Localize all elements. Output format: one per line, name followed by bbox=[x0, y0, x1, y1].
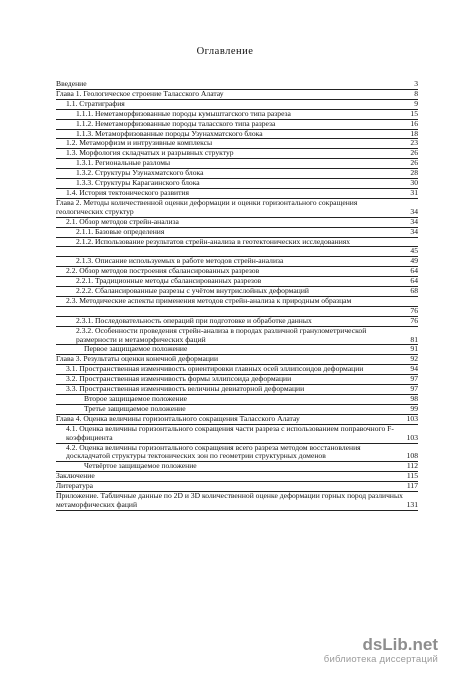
toc-entry bbox=[56, 395, 418, 405]
toc-entry-title: 4.1. Оценка величины горизонтального сокращения части разреза с использованием поправочного F-коэффициента bbox=[66, 424, 394, 442]
toc-entry bbox=[56, 277, 418, 287]
toc-entry-title: 3.3. Пространственная изменчивость величины девиаторной деформации bbox=[66, 385, 305, 394]
toc-entry-page: 49 bbox=[410, 257, 418, 266]
toc-entry-page: 34 bbox=[410, 227, 418, 236]
toc-entry-page: 108 bbox=[406, 451, 418, 461]
toc-entry bbox=[56, 100, 418, 110]
toc-entry bbox=[56, 345, 418, 355]
toc-entry-page: 103 bbox=[406, 432, 418, 442]
toc-entry-page: 34 bbox=[410, 206, 418, 216]
table-of-contents bbox=[56, 80, 418, 511]
toc-entry-title: 1.3. Морфология складчатых и разрывных структур bbox=[66, 149, 234, 158]
watermark bbox=[324, 636, 438, 665]
toc-entry-title: 2.2. Обзор методов построения сбалансированных разрезов bbox=[66, 267, 260, 276]
toc-entry-page: 18 bbox=[410, 129, 418, 138]
toc-entry bbox=[56, 267, 418, 277]
toc-entry-page: 9 bbox=[414, 99, 418, 108]
toc-entry-page: 15 bbox=[410, 109, 418, 118]
toc-entry-page: 92 bbox=[410, 355, 418, 364]
toc-entry bbox=[56, 472, 418, 482]
page-title: Оглавление bbox=[196, 46, 254, 57]
toc-entry-title: 1.3.3. Структуры Карагаинского блока bbox=[76, 179, 200, 188]
toc-entry bbox=[56, 228, 418, 238]
toc-entry bbox=[56, 238, 418, 248]
toc-entry-title: 2.1.1. Базовые определения bbox=[76, 227, 165, 236]
toc-entry-title: Глава 1. Геологическое строение Таласского Алатау bbox=[56, 89, 224, 98]
toc-entry-page: 28 bbox=[410, 169, 418, 178]
toc-entry-page: 8 bbox=[414, 89, 418, 98]
toc-entry-title: 1.4. История тектонического развития bbox=[66, 188, 189, 197]
toc-entry bbox=[56, 179, 418, 189]
toc-entry bbox=[56, 375, 418, 385]
toc-entry-page: 76 bbox=[410, 306, 418, 315]
toc-entry-title: 1.1. Стратиграфия bbox=[66, 99, 125, 108]
toc-entry-title: 2.1.3. Описание используемых в работе методов стрейн-анализа bbox=[76, 257, 284, 266]
toc-entry bbox=[56, 327, 418, 346]
toc-entry-page: 31 bbox=[410, 188, 418, 197]
toc-entry-title: Первое защищаемое положение bbox=[84, 345, 188, 354]
toc-entry bbox=[56, 317, 418, 327]
toc-entry-title: 1.3.2. Структуры Узунахматского блока bbox=[76, 169, 204, 178]
toc-entry-title: 2.1. Обзор методов стрейн-анализа bbox=[66, 217, 179, 226]
watermark-subtitle: библиотека диссертаций bbox=[323, 654, 438, 665]
toc-entry-page: 76 bbox=[410, 316, 418, 325]
toc-entry-page: 97 bbox=[410, 385, 418, 394]
toc-entry-title: 1.1.3. Метаморфизованные породы Узунахматского блока bbox=[76, 129, 263, 138]
toc-entry-page: 99 bbox=[410, 404, 418, 413]
toc-entry bbox=[56, 482, 418, 492]
toc-entry bbox=[56, 462, 418, 472]
toc-entry-title: Приложение. Табличные данные по 2D и 3D количественной оценке деформации горных пород различных метаморфических фаций bbox=[56, 492, 403, 509]
toc-entry-title: 3.2. Пространственная изменчивость формы эллипсоида деформации bbox=[66, 375, 292, 384]
toc-entry bbox=[56, 159, 418, 169]
toc-entry-title: Литература bbox=[56, 482, 94, 491]
toc-entry-page: 30 bbox=[410, 179, 418, 188]
toc-entry bbox=[56, 492, 418, 511]
toc-entry-page: 81 bbox=[410, 334, 418, 344]
toc-entry-title: Глава 3. Результаты оценки конечной деформации bbox=[56, 355, 219, 364]
toc-entry-title: 2.1.2. Использование результатов стрейн-анализа в геотектонических исследованиях bbox=[76, 237, 351, 246]
toc-entry-title: Четвёртое защищаемое положение bbox=[84, 462, 197, 471]
toc-entry bbox=[56, 169, 418, 179]
toc-entry-page: 26 bbox=[410, 159, 418, 168]
toc-entry bbox=[56, 444, 418, 463]
toc-entry-page: 131 bbox=[406, 499, 418, 509]
toc-entry-title: Второе защищаемое положение bbox=[84, 394, 188, 403]
toc-entry bbox=[56, 149, 418, 159]
toc-entry bbox=[56, 120, 418, 130]
toc-entry-page: 112 bbox=[406, 462, 418, 471]
toc-entry bbox=[56, 139, 418, 149]
toc-entry-title: 1.3.1. Региональные разломы bbox=[76, 159, 171, 168]
toc-entry-page: 117 bbox=[406, 482, 418, 491]
toc-entry bbox=[56, 307, 418, 317]
toc-entry-title: 1.1.1. Неметаморфизованные породы кумыштагского типа разреза bbox=[76, 109, 291, 118]
toc-entry-page: 26 bbox=[410, 149, 418, 158]
toc-entry-page: 16 bbox=[410, 119, 418, 128]
toc-entry bbox=[56, 189, 418, 199]
toc-entry bbox=[56, 90, 418, 100]
toc-entry bbox=[56, 415, 418, 425]
toc-entry bbox=[56, 110, 418, 120]
toc-entry-title: 3.1. Пространственная изменчивость ориентировки главных осей эллипсоидов деформации bbox=[66, 365, 364, 374]
toc-entry bbox=[56, 355, 418, 365]
toc-entry bbox=[56, 297, 418, 307]
toc-entry bbox=[56, 405, 418, 415]
toc-entry-page: 64 bbox=[410, 267, 418, 276]
toc-entry-title: 2.3. Методические аспекты применения методов стрейн-анализа к природным образцам bbox=[66, 296, 352, 305]
toc-entry bbox=[56, 218, 418, 228]
toc-entry-page: 115 bbox=[406, 472, 418, 481]
toc-entry bbox=[56, 247, 418, 257]
toc-entry-title: 1.2. Метаморфизм и интрузивные комплексы bbox=[66, 139, 213, 148]
toc-entry-page: 23 bbox=[410, 139, 418, 148]
toc-entry-page: 94 bbox=[410, 365, 418, 374]
toc-entry-title: 2.3.1. Последовательность операций при подготовке и обработке данных bbox=[76, 316, 312, 325]
toc-entry-page: 45 bbox=[410, 247, 418, 256]
toc-entry-title: 2.2.2. Сбалансированные разрезы с учётом внутрислойных деформаций bbox=[76, 287, 309, 296]
toc-entry-title: Глава 4. Оценка величины горизонтального сокращения Таласского Алатау bbox=[56, 414, 300, 423]
toc-entry bbox=[56, 199, 418, 218]
toc-entry-page: 103 bbox=[406, 414, 418, 423]
toc-entry-title: Заключение bbox=[56, 472, 95, 481]
toc-entry bbox=[56, 365, 418, 375]
toc-entry-page: 68 bbox=[410, 287, 418, 296]
toc-entry-page: 97 bbox=[410, 375, 418, 384]
watermark-logo: dsLib.net bbox=[362, 635, 438, 654]
toc-entry-page: 3 bbox=[414, 80, 418, 88]
toc-entry bbox=[56, 130, 418, 140]
toc-entry-title: 1.1.2. Неметаморфизованные породы таласского типа разреза bbox=[76, 119, 276, 128]
toc-entry-page: 91 bbox=[410, 345, 418, 354]
toc-entry-page: 98 bbox=[410, 394, 418, 403]
toc-entry bbox=[56, 425, 418, 444]
toc-entry-title: Третье защищаемое положение bbox=[84, 404, 186, 413]
toc-entry bbox=[56, 385, 418, 395]
toc-entry-title: Глава 2. Методы количественной оценки деформации и оценки горизонтального сокращения геологических структур bbox=[56, 198, 358, 216]
toc-entry-page: 34 bbox=[410, 217, 418, 226]
toc-entry bbox=[56, 287, 418, 297]
toc-entry-page: 64 bbox=[410, 277, 418, 286]
toc-entry-title: 4.2. Оценка величины горизонтального сокращения всего разреза методом восстановления доскладчатой структуры тектонических зон по геометрии структурных доменов bbox=[66, 443, 361, 461]
toc-entry-title: 2.2.1. Традиционные методы сбалансированных разрезов bbox=[76, 277, 262, 286]
toc-entry bbox=[56, 80, 418, 90]
toc-entry-title: Введение bbox=[56, 80, 87, 88]
toc-entry-title: 2.3.2. Особенности проведения стрейн-анализа в породах различной гранулометрической размерности и метаморфических фаций bbox=[76, 326, 367, 344]
toc-entry bbox=[56, 257, 418, 267]
